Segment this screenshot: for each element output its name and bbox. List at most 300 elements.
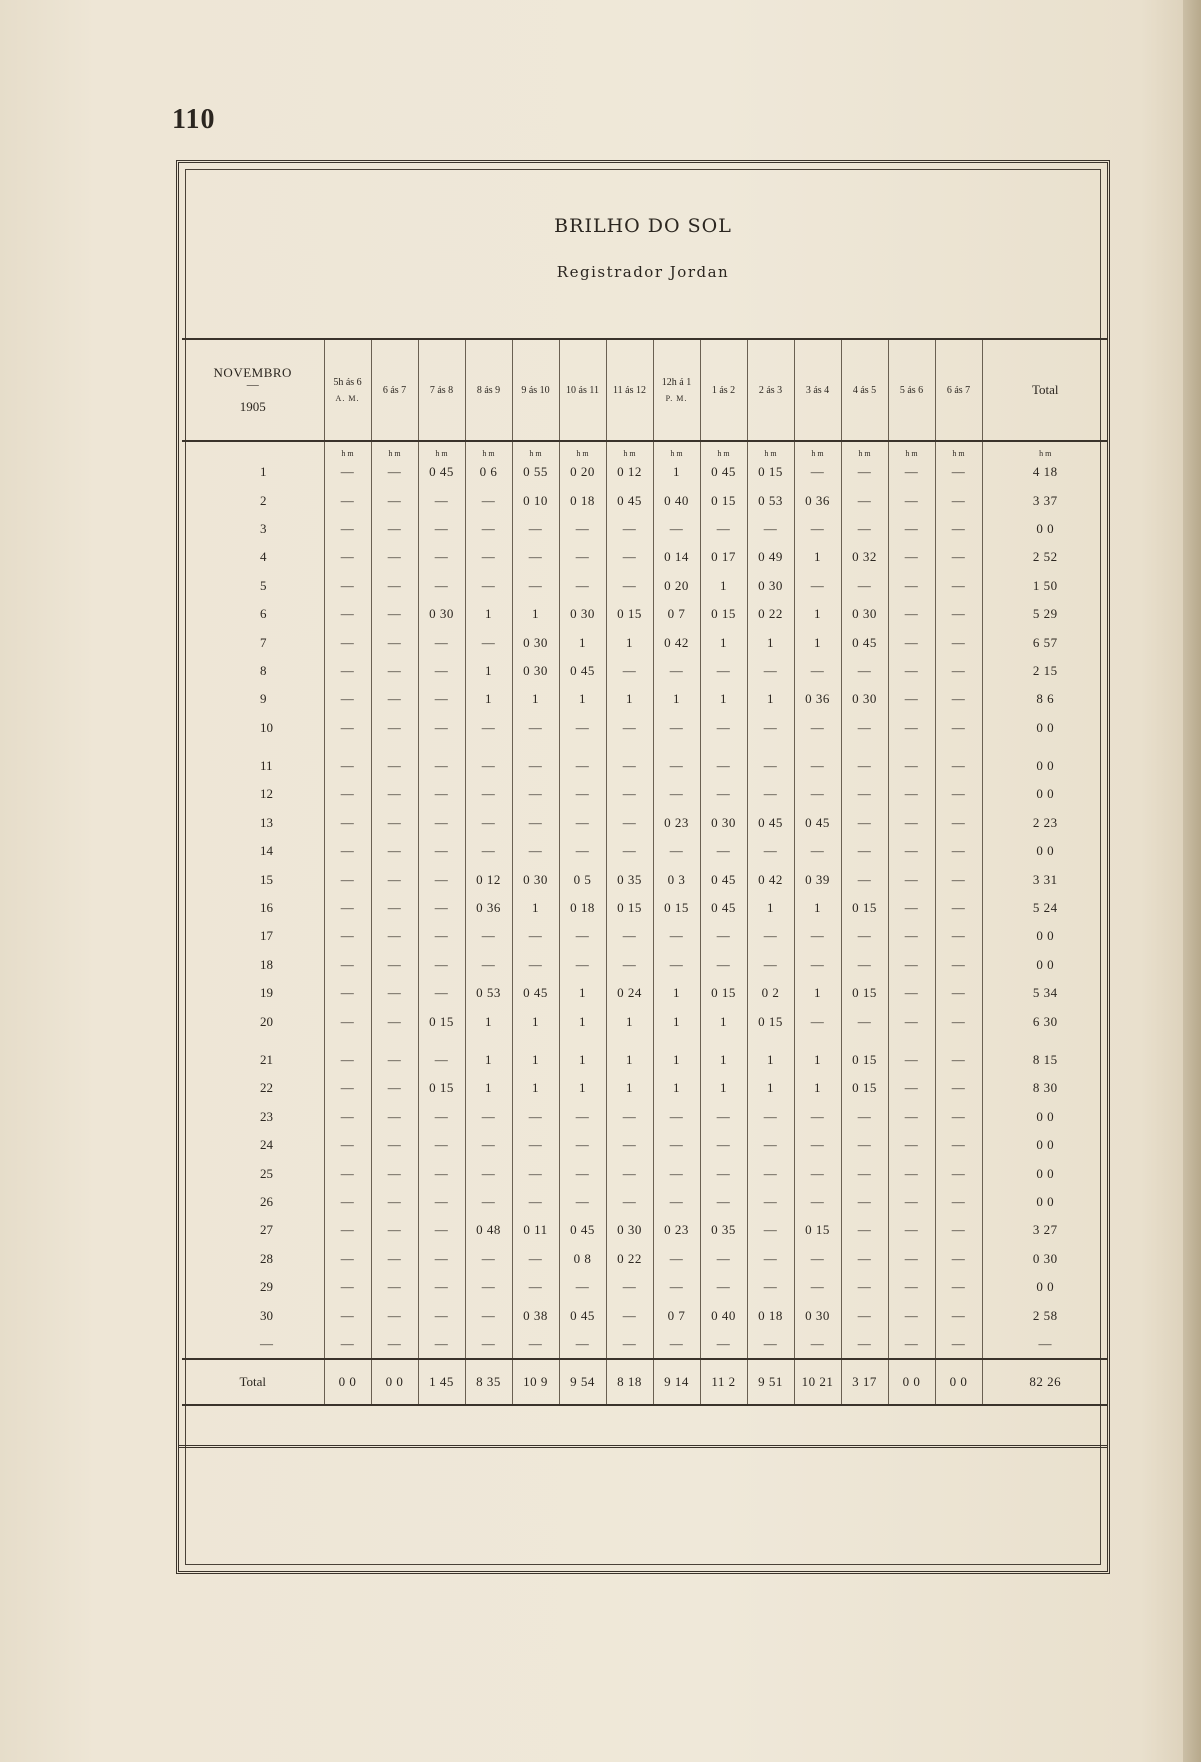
hour-cell: — xyxy=(418,1273,465,1301)
row-total-cell: 1 50 xyxy=(982,572,1108,600)
hour-cell: 0 15 xyxy=(700,600,747,628)
hour-cell: — xyxy=(559,1188,606,1216)
hour-cell: — xyxy=(935,1301,982,1329)
hour-cell: 0 15 xyxy=(747,1007,794,1035)
hour-cell: — xyxy=(935,752,982,780)
hour-cell: 0 15 xyxy=(700,486,747,514)
hour-cell: 1 xyxy=(653,458,700,486)
year-label: 1905 xyxy=(239,399,266,414)
hour-cell: — xyxy=(418,1245,465,1273)
day-cell: 1 xyxy=(260,464,267,480)
hour-cell: — xyxy=(324,515,371,543)
hour-cell: — xyxy=(559,1131,606,1159)
page-number: 110 xyxy=(172,104,216,135)
table-row xyxy=(182,572,1108,600)
hour-cell: — xyxy=(935,1159,982,1187)
hour-cell: — xyxy=(841,1131,888,1159)
day-cell: 24 xyxy=(260,1137,273,1153)
hour-cell: 1 xyxy=(465,1046,512,1074)
hour-cell: — xyxy=(935,1188,982,1216)
hour-cell: 0 36 xyxy=(794,685,841,713)
hour-cell: — xyxy=(371,951,418,979)
hour-cell: — xyxy=(324,894,371,922)
hour-cell: 1 xyxy=(747,628,794,656)
hour-cell: — xyxy=(841,1007,888,1035)
hour-cell: 0 48 xyxy=(465,1216,512,1244)
hour-cell: — xyxy=(418,714,465,742)
hour-cell: — xyxy=(888,865,935,893)
hour-cell: 0 45 xyxy=(747,809,794,837)
hour-cell: 0 24 xyxy=(606,979,653,1007)
hour-cell: — xyxy=(606,714,653,742)
hour-cell: 0 45 xyxy=(841,628,888,656)
column-total-cell: 0 0 xyxy=(935,1359,982,1405)
hour-cell: 0 15 xyxy=(841,979,888,1007)
column-header xyxy=(465,339,512,441)
day-cell: 16 xyxy=(260,900,273,916)
hour-cell: 1 xyxy=(559,1046,606,1074)
hour-cell: 1 xyxy=(512,894,559,922)
hour-cell: — xyxy=(606,837,653,865)
hour-cell: — xyxy=(512,1245,559,1273)
day-cell: 17 xyxy=(260,928,273,944)
hour-cell: — xyxy=(324,780,371,808)
hour-cell: — xyxy=(606,1159,653,1187)
spacer-cell xyxy=(794,1036,841,1046)
hour-cell: — xyxy=(371,1245,418,1273)
hour-cell: 1 xyxy=(700,572,747,600)
hour-cell: — xyxy=(888,1131,935,1159)
hour-cell: — xyxy=(747,951,794,979)
hour-cell: 0 20 xyxy=(559,458,606,486)
total-column-label: Total xyxy=(1031,382,1059,397)
hour-cell: — xyxy=(700,1103,747,1131)
spacer-cell xyxy=(888,1036,935,1046)
hour-cell: — xyxy=(418,979,465,1007)
spacer-cell xyxy=(559,1036,606,1046)
column-header-label: 6 ás 7 xyxy=(382,384,407,396)
month-divider: — xyxy=(246,377,259,391)
spacer-cell xyxy=(700,1036,747,1046)
column-header xyxy=(700,339,747,441)
hour-cell: — xyxy=(935,922,982,950)
hour-cell: 0 15 xyxy=(606,600,653,628)
hour-cell: — xyxy=(324,543,371,571)
hour-cell: — xyxy=(747,837,794,865)
unit-label: h m xyxy=(371,441,418,458)
row-total-cell: 6 57 xyxy=(982,628,1108,656)
hour-cell: — xyxy=(794,1131,841,1159)
hour-cell: — xyxy=(747,1103,794,1131)
hour-cell: — xyxy=(794,1330,841,1359)
table-row xyxy=(182,1188,1108,1216)
hour-cell: 0 7 xyxy=(653,1301,700,1329)
hour-cell: — xyxy=(512,1103,559,1131)
hour-cell: — xyxy=(747,714,794,742)
hour-cell: — xyxy=(935,572,982,600)
hour-cell: — xyxy=(371,865,418,893)
units-cell-blank xyxy=(182,441,324,458)
spacer-cell xyxy=(324,742,371,752)
hour-cell: — xyxy=(935,837,982,865)
table-row xyxy=(182,458,1108,486)
hour-cell: — xyxy=(418,809,465,837)
hour-cell: 0 36 xyxy=(465,894,512,922)
hour-cell: 0 32 xyxy=(841,543,888,571)
spacer-cell xyxy=(794,742,841,752)
hour-cell: 0 8 xyxy=(559,1245,606,1273)
column-header xyxy=(794,339,841,441)
table-row xyxy=(182,600,1108,628)
hour-cell: 0 5 xyxy=(559,865,606,893)
unit-label: h m xyxy=(512,441,559,458)
hour-cell: — xyxy=(324,809,371,837)
hour-cell: — xyxy=(324,572,371,600)
row-total-cell: 0 0 xyxy=(982,515,1108,543)
column-total-cell: 10 9 xyxy=(512,1359,559,1405)
hour-cell: — xyxy=(935,979,982,1007)
table-row xyxy=(182,657,1108,685)
hour-cell: — xyxy=(512,515,559,543)
hour-cell: 1 xyxy=(794,979,841,1007)
hour-cell: — xyxy=(653,922,700,950)
hour-cell: — xyxy=(371,714,418,742)
table-row xyxy=(182,1216,1108,1244)
row-total-cell: 0 0 xyxy=(982,752,1108,780)
hour-cell: — xyxy=(512,752,559,780)
hour-cell: — xyxy=(324,1188,371,1216)
unit-label: h m xyxy=(465,441,512,458)
hour-cell: 1 xyxy=(747,1074,794,1102)
hour-cell: 0 15 xyxy=(841,1046,888,1074)
table-row xyxy=(182,1301,1108,1329)
hour-cell: — xyxy=(700,657,747,685)
hour-cell: — xyxy=(888,486,935,514)
row-total-cell: 3 37 xyxy=(982,486,1108,514)
table-row xyxy=(182,1131,1108,1159)
hour-cell: — xyxy=(324,979,371,1007)
hour-cell: — xyxy=(747,515,794,543)
spacer-cell xyxy=(371,742,418,752)
spacer-cell xyxy=(465,1036,512,1046)
hour-cell: — xyxy=(606,657,653,685)
hour-cell: 1 xyxy=(465,657,512,685)
hour-cell: 0 23 xyxy=(653,1216,700,1244)
unit-label: h m xyxy=(841,441,888,458)
hour-cell: — xyxy=(888,657,935,685)
hour-cell: — xyxy=(935,1330,982,1359)
hour-cell: — xyxy=(606,1273,653,1301)
hour-cell: — xyxy=(841,458,888,486)
totals-row xyxy=(182,1359,1108,1405)
hour-cell: — xyxy=(747,1131,794,1159)
row-total-cell: 2 15 xyxy=(982,657,1108,685)
hour-cell: — xyxy=(888,685,935,713)
hour-cell: — xyxy=(512,837,559,865)
day-cell: 29 xyxy=(260,1279,273,1295)
spacer-cell xyxy=(841,1036,888,1046)
hour-cell: — xyxy=(794,1245,841,1273)
hour-cell: 0 23 xyxy=(653,809,700,837)
day-cell: 14 xyxy=(260,843,273,859)
hour-cell: 0 30 xyxy=(700,809,747,837)
hour-cell: — xyxy=(418,865,465,893)
day-cell: 23 xyxy=(260,1108,273,1124)
hour-cell: — xyxy=(371,1216,418,1244)
hour-cell: — xyxy=(371,1301,418,1329)
hour-cell: — xyxy=(747,780,794,808)
hour-cell: — xyxy=(606,752,653,780)
hour-cell: — xyxy=(935,714,982,742)
hour-cell: — xyxy=(935,628,982,656)
hour-cell: 0 39 xyxy=(794,865,841,893)
hour-cell: — xyxy=(371,1273,418,1301)
hour-cell: — xyxy=(324,458,371,486)
hour-cell: — xyxy=(324,1245,371,1273)
hour-cell: — xyxy=(418,894,465,922)
hour-cell: 1 xyxy=(606,628,653,656)
table-row xyxy=(182,837,1108,865)
sunshine-table xyxy=(182,338,1108,1406)
spacer-cell xyxy=(606,742,653,752)
hour-cell: 1 xyxy=(747,685,794,713)
hour-cell: — xyxy=(794,515,841,543)
hour-cell: — xyxy=(371,780,418,808)
hour-cell: — xyxy=(418,657,465,685)
table-row xyxy=(182,1159,1108,1187)
hour-cell: 0 45 xyxy=(700,865,747,893)
hour-cell: — xyxy=(747,1330,794,1359)
hour-cell: 0 12 xyxy=(465,865,512,893)
hour-cell: — xyxy=(465,572,512,600)
hour-cell: 0 45 xyxy=(700,894,747,922)
row-total-cell: — xyxy=(982,1330,1108,1359)
hour-cell: 1 xyxy=(559,1074,606,1102)
hour-cell: — xyxy=(512,714,559,742)
table-row xyxy=(182,515,1108,543)
hour-cell: — xyxy=(700,1159,747,1187)
hour-cell: — xyxy=(324,1330,371,1359)
day-cell: 4 xyxy=(260,549,267,565)
hour-cell: 0 40 xyxy=(653,486,700,514)
day-cell: — xyxy=(260,1335,273,1351)
table-row xyxy=(182,1273,1108,1301)
hour-cell: — xyxy=(371,1131,418,1159)
hour-cell: 1 xyxy=(653,1046,700,1074)
day-cell: 18 xyxy=(260,956,273,972)
day-cell: 10 xyxy=(260,719,273,735)
day-cell: 3 xyxy=(260,520,267,536)
hour-cell: 0 53 xyxy=(747,486,794,514)
hour-cell: — xyxy=(324,1216,371,1244)
hour-cell: — xyxy=(465,1330,512,1359)
hour-cell: — xyxy=(371,458,418,486)
hour-cell: — xyxy=(747,1216,794,1244)
unit-label: h m xyxy=(653,441,700,458)
row-total-cell: 0 0 xyxy=(982,1273,1108,1301)
hour-cell: — xyxy=(559,951,606,979)
hour-cell: — xyxy=(465,780,512,808)
hour-cell: 0 55 xyxy=(512,458,559,486)
hour-cell: 0 36 xyxy=(794,486,841,514)
column-header xyxy=(371,339,418,441)
hour-cell: 1 xyxy=(794,1074,841,1102)
hour-cell: — xyxy=(888,951,935,979)
hour-cell: — xyxy=(606,543,653,571)
column-total-cell: 9 14 xyxy=(653,1359,700,1405)
row-total-cell: 0 0 xyxy=(982,1103,1108,1131)
total-column-header xyxy=(982,339,1108,441)
hour-cell: 0 3 xyxy=(653,865,700,893)
hour-cell: — xyxy=(653,1131,700,1159)
hour-cell: — xyxy=(935,1216,982,1244)
hour-cell: — xyxy=(935,1245,982,1273)
column-header-label: 1 ás 2 xyxy=(711,384,736,396)
hour-cell: 0 15 xyxy=(606,894,653,922)
column-total-cell: 11 2 xyxy=(700,1359,747,1405)
hour-cell: — xyxy=(465,1159,512,1187)
hour-cell: 0 35 xyxy=(700,1216,747,1244)
hour-cell: — xyxy=(418,486,465,514)
hour-cell: — xyxy=(418,922,465,950)
hour-cell: 0 45 xyxy=(559,657,606,685)
hour-cell: — xyxy=(371,1103,418,1131)
hour-cell: — xyxy=(371,809,418,837)
day-cell: 15 xyxy=(260,871,273,887)
hour-cell: — xyxy=(888,543,935,571)
hour-cell: — xyxy=(841,1188,888,1216)
hour-cell: 0 10 xyxy=(512,486,559,514)
hour-cell: 0 38 xyxy=(512,1301,559,1329)
table-body xyxy=(182,458,1108,1405)
hour-cell: — xyxy=(888,1245,935,1273)
column-header-label: 5 ás 6 xyxy=(899,384,924,396)
hour-cell: — xyxy=(747,1273,794,1301)
hour-cell: — xyxy=(653,1273,700,1301)
hour-cell: — xyxy=(841,837,888,865)
hour-cell: — xyxy=(794,1103,841,1131)
hour-cell: — xyxy=(512,809,559,837)
book-spine-shadow xyxy=(1183,0,1201,1762)
hour-cell: — xyxy=(418,1046,465,1074)
hour-cell: — xyxy=(888,922,935,950)
hour-cell: 0 22 xyxy=(606,1245,653,1273)
column-header-label: 2 ás 3 xyxy=(758,384,783,396)
spacer-cell xyxy=(700,742,747,752)
hour-cell: 0 6 xyxy=(465,458,512,486)
hour-cell: 1 xyxy=(794,1046,841,1074)
hour-cell: — xyxy=(465,1188,512,1216)
hour-cell: — xyxy=(888,1188,935,1216)
hour-cell: — xyxy=(888,837,935,865)
row-total-cell: 6 30 xyxy=(982,1007,1108,1035)
hour-cell: 0 45 xyxy=(794,809,841,837)
hour-cell: 1 xyxy=(512,1046,559,1074)
hour-cell: — xyxy=(935,1131,982,1159)
hour-cell: — xyxy=(512,1159,559,1187)
hour-cell: 0 15 xyxy=(841,894,888,922)
hour-cell: — xyxy=(324,1273,371,1301)
hour-cell: — xyxy=(371,922,418,950)
hour-cell: — xyxy=(371,1188,418,1216)
unit-label: h m xyxy=(606,441,653,458)
unit-label: h m xyxy=(982,441,1108,458)
hour-cell: — xyxy=(418,780,465,808)
hour-cell: — xyxy=(841,1103,888,1131)
hour-cell: — xyxy=(935,1046,982,1074)
hour-cell: — xyxy=(418,628,465,656)
hour-cell: — xyxy=(888,1273,935,1301)
hour-cell: 0 35 xyxy=(606,865,653,893)
hour-cell: — xyxy=(465,543,512,571)
hour-cell: 0 45 xyxy=(559,1301,606,1329)
hour-cell: — xyxy=(324,1046,371,1074)
row-total-cell: 3 27 xyxy=(982,1216,1108,1244)
hour-cell: — xyxy=(935,1074,982,1102)
hour-cell: — xyxy=(794,837,841,865)
table-row xyxy=(182,780,1108,808)
hour-cell: 0 15 xyxy=(794,1216,841,1244)
row-total-cell: 0 0 xyxy=(982,1131,1108,1159)
hour-cell: — xyxy=(935,894,982,922)
day-cell: 2 xyxy=(260,492,267,508)
hour-cell: — xyxy=(794,1188,841,1216)
hour-cell: — xyxy=(465,1273,512,1301)
hour-cell: — xyxy=(841,951,888,979)
hour-cell: 1 xyxy=(794,600,841,628)
day-cell: 6 xyxy=(260,606,267,622)
hour-cell: — xyxy=(700,752,747,780)
hour-cell: — xyxy=(418,543,465,571)
hour-cell: — xyxy=(653,515,700,543)
hour-cell: — xyxy=(841,752,888,780)
hour-cell: — xyxy=(371,979,418,1007)
hour-cell: — xyxy=(653,657,700,685)
hour-cell: — xyxy=(371,837,418,865)
column-total-cell: 0 0 xyxy=(371,1359,418,1405)
hour-cell: — xyxy=(559,922,606,950)
hour-cell: — xyxy=(606,780,653,808)
hour-cell: — xyxy=(653,1245,700,1273)
hour-cell: — xyxy=(371,894,418,922)
hour-cell: — xyxy=(418,837,465,865)
hour-cell: — xyxy=(465,628,512,656)
hour-cell: 1 xyxy=(747,1046,794,1074)
hour-cell: — xyxy=(418,1103,465,1131)
hour-cell: — xyxy=(559,543,606,571)
hour-cell: 0 15 xyxy=(653,894,700,922)
column-total-cell: 1 45 xyxy=(418,1359,465,1405)
hour-cell: — xyxy=(794,1159,841,1187)
hour-cell: — xyxy=(841,1273,888,1301)
hour-cell: 1 xyxy=(606,1007,653,1035)
hour-cell: — xyxy=(324,486,371,514)
spacer-cell xyxy=(371,1036,418,1046)
hour-cell: — xyxy=(324,951,371,979)
hour-cell: 0 42 xyxy=(653,628,700,656)
hour-cell: — xyxy=(324,628,371,656)
hour-cell: — xyxy=(371,1330,418,1359)
hour-cell: — xyxy=(606,515,653,543)
hour-cell: — xyxy=(888,515,935,543)
hour-cell: — xyxy=(700,922,747,950)
hour-cell: — xyxy=(371,685,418,713)
hour-cell: — xyxy=(747,1188,794,1216)
hour-cell: — xyxy=(747,1245,794,1273)
hour-cell: — xyxy=(888,979,935,1007)
hour-cell: — xyxy=(371,572,418,600)
hour-cell: — xyxy=(841,1216,888,1244)
